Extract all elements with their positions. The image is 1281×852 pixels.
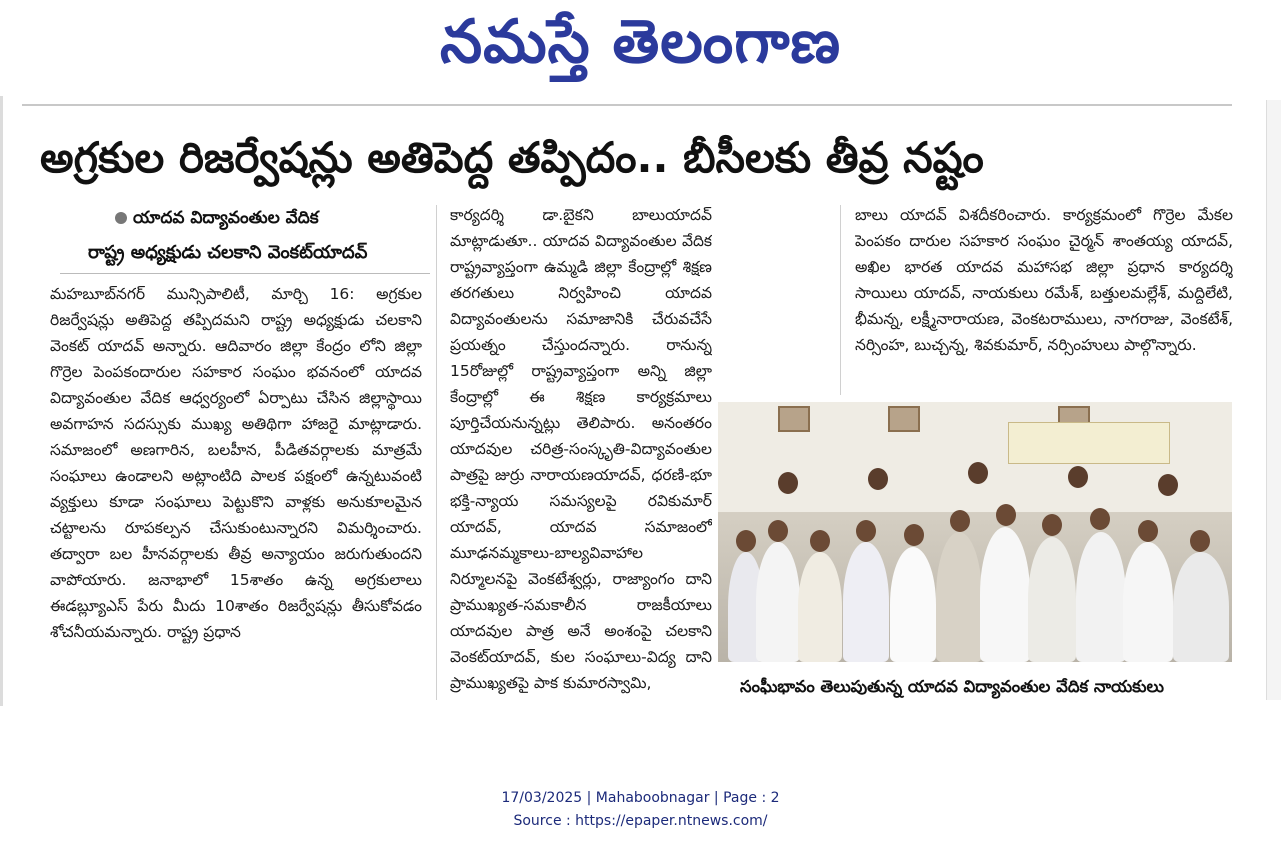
group-photo xyxy=(718,402,1232,662)
person-head xyxy=(950,510,970,532)
person-head xyxy=(1090,508,1110,530)
person-figure xyxy=(1076,532,1126,662)
footer-source: Source : https://epaper.ntnews.com/ xyxy=(513,813,768,829)
column-divider xyxy=(840,205,841,395)
person-head xyxy=(1158,474,1178,496)
adjacent-page-strip xyxy=(1266,100,1281,700)
photo-banner xyxy=(1008,422,1170,464)
subhead-line1: యాదవ విద్యావంతుల వేదిక xyxy=(133,208,319,228)
person-figure xyxy=(1173,552,1229,662)
top-rule xyxy=(22,104,1232,106)
person-figure xyxy=(843,542,889,662)
person-head xyxy=(1190,530,1210,552)
article-column-3: బాలు యాదవ్ విశదీకరించారు. కార్యక్రమంలో గొర్రెల మేకల పెంపకం దారుల సహకార సంఘం చైర్మన్ శాంతయ్య యాదవ్, అఖిల భారత యాదవ మహాసభ జిల్లా ప్రధాన కార్యదర్శి సాయిలు యాదవ్, నాయకులు రమేశ్, బత్తులమల్లేశ్, మద్దిలేటి, భీమన్న, లక్ష్మీనారాయణ, వెంకటరాములు, నాగరాజు, వెంకటేశ్, నర్సింహ, బుచ్చన్న, శివకుమార్, నర్సింహులు పాల్గొన్నారు. xyxy=(855,206,1233,354)
person-head xyxy=(904,524,924,546)
person-head xyxy=(996,504,1016,526)
person-head xyxy=(810,530,830,552)
subhead-rule xyxy=(60,273,430,274)
article-headline: అగ్రకుల రిజర్వేషన్లు అతిపెద్ద తప్పిదం.. బీసీలకు తీవ్ర నష్టం xyxy=(40,133,984,182)
person-figure xyxy=(1028,537,1076,662)
person-head xyxy=(856,520,876,542)
person-figure xyxy=(936,532,982,662)
person-head xyxy=(1042,514,1062,536)
person-figure xyxy=(1123,542,1173,662)
subhead-person: రాష్ట్ర అధ్యక్షుడు చలకాని వెంకట్‌యాదవ్ xyxy=(88,242,368,263)
photo-caption: సంఘీభావం తెలుపుతున్న యాదవ విద్యావంతుల వేదిక నాయకులు xyxy=(740,677,1164,696)
person-head xyxy=(1068,466,1088,488)
photo-frame xyxy=(888,406,920,432)
person-head xyxy=(868,468,888,490)
page-left-edge xyxy=(0,96,3,706)
footer-date-edition: 17/03/2025 | Mahaboobnagar | Page : 2 xyxy=(501,790,780,806)
person-figure xyxy=(798,552,842,662)
photo-frame xyxy=(778,406,810,432)
subhead-organization xyxy=(115,205,319,231)
bullet-icon xyxy=(115,212,127,224)
person-head xyxy=(968,462,988,484)
article-column-1: మహబూబ్‌నగర్ మున్సిపాలిటీ, మార్చి 16: అగ్రకుల రిజర్వేషన్లు అతిపెద్ద తప్పిదమని రాష్ట్ర అధ్యక్షుడు చలకాని వెంకట్ యాదవ్ అన్నారు. ఆదివారం జిల్లా కేంద్రం లోని జిల్లా గొర్రెల పెంపకందారుల సహకార సంఘం భవనంలో యాదవ విద్యావంతుల వేదిక ఆధ్వర్యంలో ఏర్పాటు చేసిన జిల్లాస్థాయి అవగాహన సదస్సుకు ముఖ్య అతిథిగా హాజరై మాట్లాడారు. సమాజంలో అణగారిన, బలహీన, పీడితవర్గాలకు మాత్రమే సంఘాలు ఉండాలని అట్లాంటిది పాలక పక్షంలో ఉన్నటువంటి వ్యక్తులు కూడా సంఘాలు పెట్టుకొని వాళ్లకు అనుకూలమైన చట్టాలను రూపకల్పన చేసుకుంటున్నారని విమర్శించారు. తద్వారా బల హీనవర్గాలకు తీవ్ర అన్యాయం జరుగుతుందని వాపోయారు. జనాభాలో 15శాతం ఉన్న అగ్రకులాలు ఈడబ్ల్యూఎస్ పేరు మీదు 10శాతం రిజర్వేషన్లు తీసుకోవడం శోచనీయమన్నారు. రాష్ట్ర ప్రధాన xyxy=(50,285,422,641)
column-divider xyxy=(436,205,437,700)
article-column-2: కార్యదర్శి డా.బైకని బాలుయాదవ్ మాట్లాడుతూ.. యాదవ విద్యావంతుల వేదిక రాష్ట్రవ్యాప్తంగా ఉమ్మడి జిల్లా కేంద్రాల్లో శిక్షణ తరగతులు నిర్వహించి యాదవ విద్యావంతులను సమాజానికి చేరువచేసే ప్రయత్నం చేస్తుందన్నారు. రానున్న 15రోజుల్లో రాష్ట్రవ్యాప్తంగా అన్ని జిల్లా కేంద్రాల్లో ఈ శిక్షణ కార్యక్రమాలు పూర్తిచేయనున్నట్లు తెలిపారు. అనంతరం యాదవుల చరిత్ర-సంస్కృతి-విద్యావంతుల పాత్రపై జుర్రు నారాయణయాదవ్, ధరణి-భూ భక్తి-న్యాయ సమస్యలపై రవికుమార్ యాదవ్, యాదవ సమాజంలో మూఢనమ్మకాలు-బాల్యవివాహాల నిర్మూలనపై వెంకటేశ్వర్లు, రాజ్యాంగం దాని ప్రాముఖ్యత-సమకాలీన రాజకీయాలు యాదవుల పాత్ర అనే అంశంపై చలకాని వెంకట్‌యాదవ్, కుల సంఘాలు-విద్య దాని ప్రాముఖ్యతపై పాక కుమారస్వామి, xyxy=(450,206,712,692)
person-head xyxy=(736,530,756,552)
person-figure xyxy=(890,547,936,662)
masthead-logo: నమస్తే తెలంగాణ xyxy=(439,7,842,77)
person-figure xyxy=(980,527,1030,662)
person-head xyxy=(1138,520,1158,542)
person-head xyxy=(768,520,788,542)
person-head xyxy=(778,472,798,494)
person-figure xyxy=(756,542,800,662)
